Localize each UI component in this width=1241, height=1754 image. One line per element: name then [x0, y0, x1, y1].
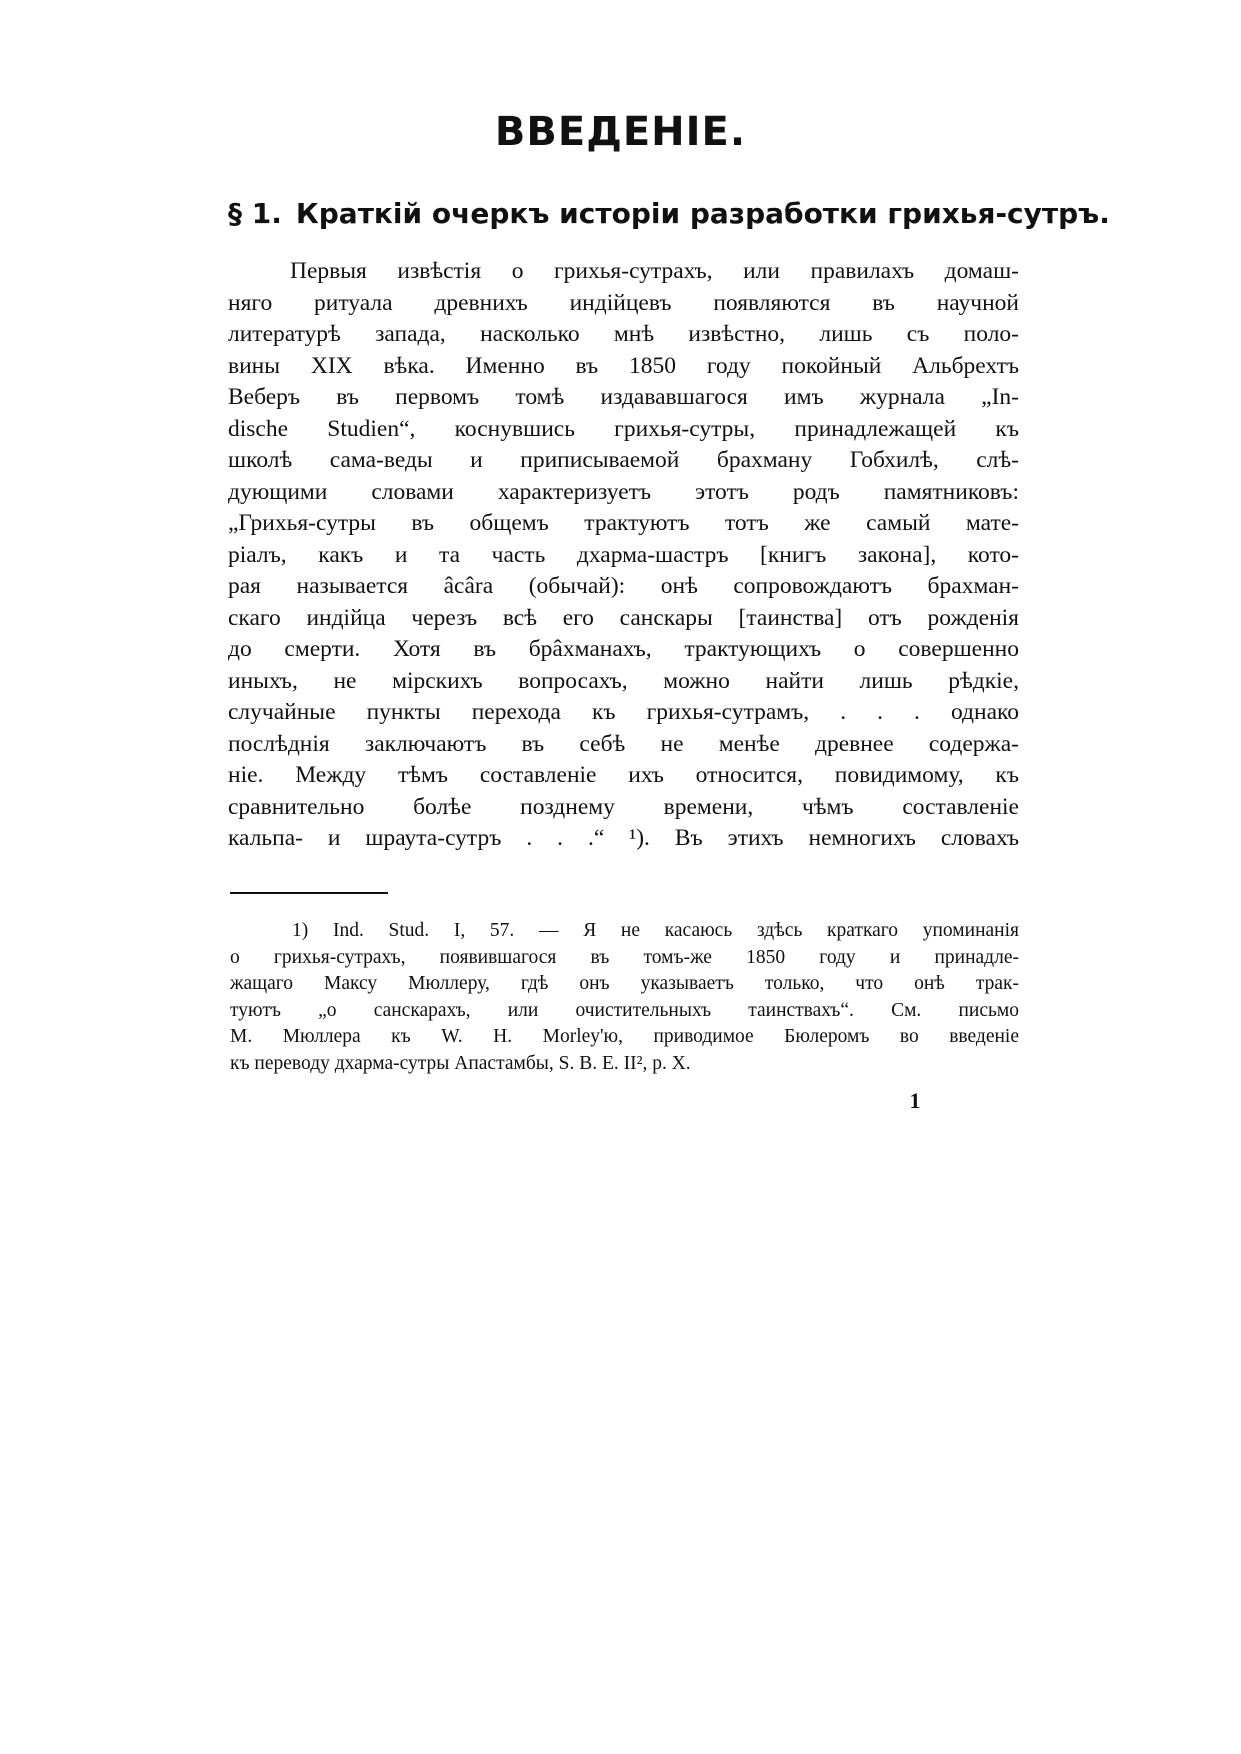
- body-line: послѣднія заключаютъ въ себѣ не менѣе древнее содержа-: [228, 730, 1019, 757]
- footnote: [230, 918, 1019, 1077]
- body-line: рая называется âcâra (обычай): онѣ сопровождаютъ брахман-: [228, 573, 1019, 599]
- page-number: 1: [909, 1088, 921, 1113]
- body-line: иныхъ, не мірскихъ вопросахъ, можно найти лишь рѣдкіе,: [228, 667, 1019, 694]
- footnote-divider: [230, 892, 388, 894]
- body-line: литературѣ запада, насколько мнѣ извѣстно, лишь съ поло-: [228, 321, 1019, 347]
- body-line: Первыя извѣстія о грихья-сутрахъ, или правилахъ домаш-: [290, 258, 1019, 284]
- body-line: дующими словами характеризуетъ этотъ родъ памятниковъ:: [228, 478, 1019, 505]
- body-line: dische Studien“, коснувшись грихья-сутры, принадлежащей къ: [228, 415, 1019, 442]
- section-heading: [228, 194, 1110, 234]
- body-line: Веберъ въ первомъ томѣ издававшагося имъ журнала „In-: [228, 384, 1019, 410]
- body-line: до смерти. Хотя въ брâхманахъ, трактующихъ о совершенно: [228, 636, 1019, 662]
- body-line: кальпа- и шраута-сутръ . . .“ ¹). Въ этихъ немногихъ словахъ: [228, 825, 1019, 851]
- body-text: [228, 256, 1019, 855]
- section-title: Краткій очеркъ исторіи разработки грихья-сутръ.: [295, 197, 1110, 230]
- footnote-line: М. Мюллера къ W. H. Morley'ю, приводимое Бюлеромъ во введеніе: [230, 1026, 1019, 1047]
- footnote-line: къ переводу дхарма-сутры Апастамбы, S. B. E. II², p. X.: [230, 1052, 691, 1074]
- body-line: ніе. Между тѣмъ составленіе ихъ относится, повидимому, къ: [228, 762, 1019, 788]
- body-line: ріалъ, какъ и та часть дхарма-шастръ [книгъ закона], кото-: [228, 541, 1019, 568]
- footnote-line: туютъ „о санскарахъ, или очистительныхъ таинствахъ“. См. письмо: [230, 999, 1019, 1021]
- body-line: сравнительно болѣе позднему времени, чѣмъ составленіе: [228, 793, 1019, 820]
- body-line: школѣ сама-веды и приписываемой брахману Гобхилѣ, слѣ-: [228, 447, 1019, 473]
- footnote-line: о грихья-сутрахъ, появившагося въ томъ-же 1850 году и принадле-: [230, 946, 1019, 968]
- body-line: случайные пункты перехода къ грихья-сутрамъ, . . . однако: [228, 699, 1019, 725]
- body-line: вины XIX вѣка. Именно въ 1850 году покойный Альбрехтъ: [228, 352, 1019, 379]
- body-line: скаго индійца черезъ всѣ его санскары [таинства] отъ рожденія: [228, 604, 1019, 631]
- footnote-line: жащаго Максу Мюллеру, гдѣ онъ указываетъ только, что онѣ трак-: [230, 973, 1019, 994]
- footnote-line: 1) Ind. Stud. I, 57. — Я не касаюсь здѣсь краткаго упоминанія: [292, 920, 1019, 941]
- body-line: „Грихья-сутры въ общемъ трактуютъ тотъ же самый мате-: [228, 510, 1019, 536]
- page-title: ВВЕДЕНІЕ.: [494, 109, 747, 155]
- section-number: § 1.: [228, 197, 282, 230]
- body-line: няго ритуала древнихъ индійцевъ появляются въ научной: [228, 289, 1019, 316]
